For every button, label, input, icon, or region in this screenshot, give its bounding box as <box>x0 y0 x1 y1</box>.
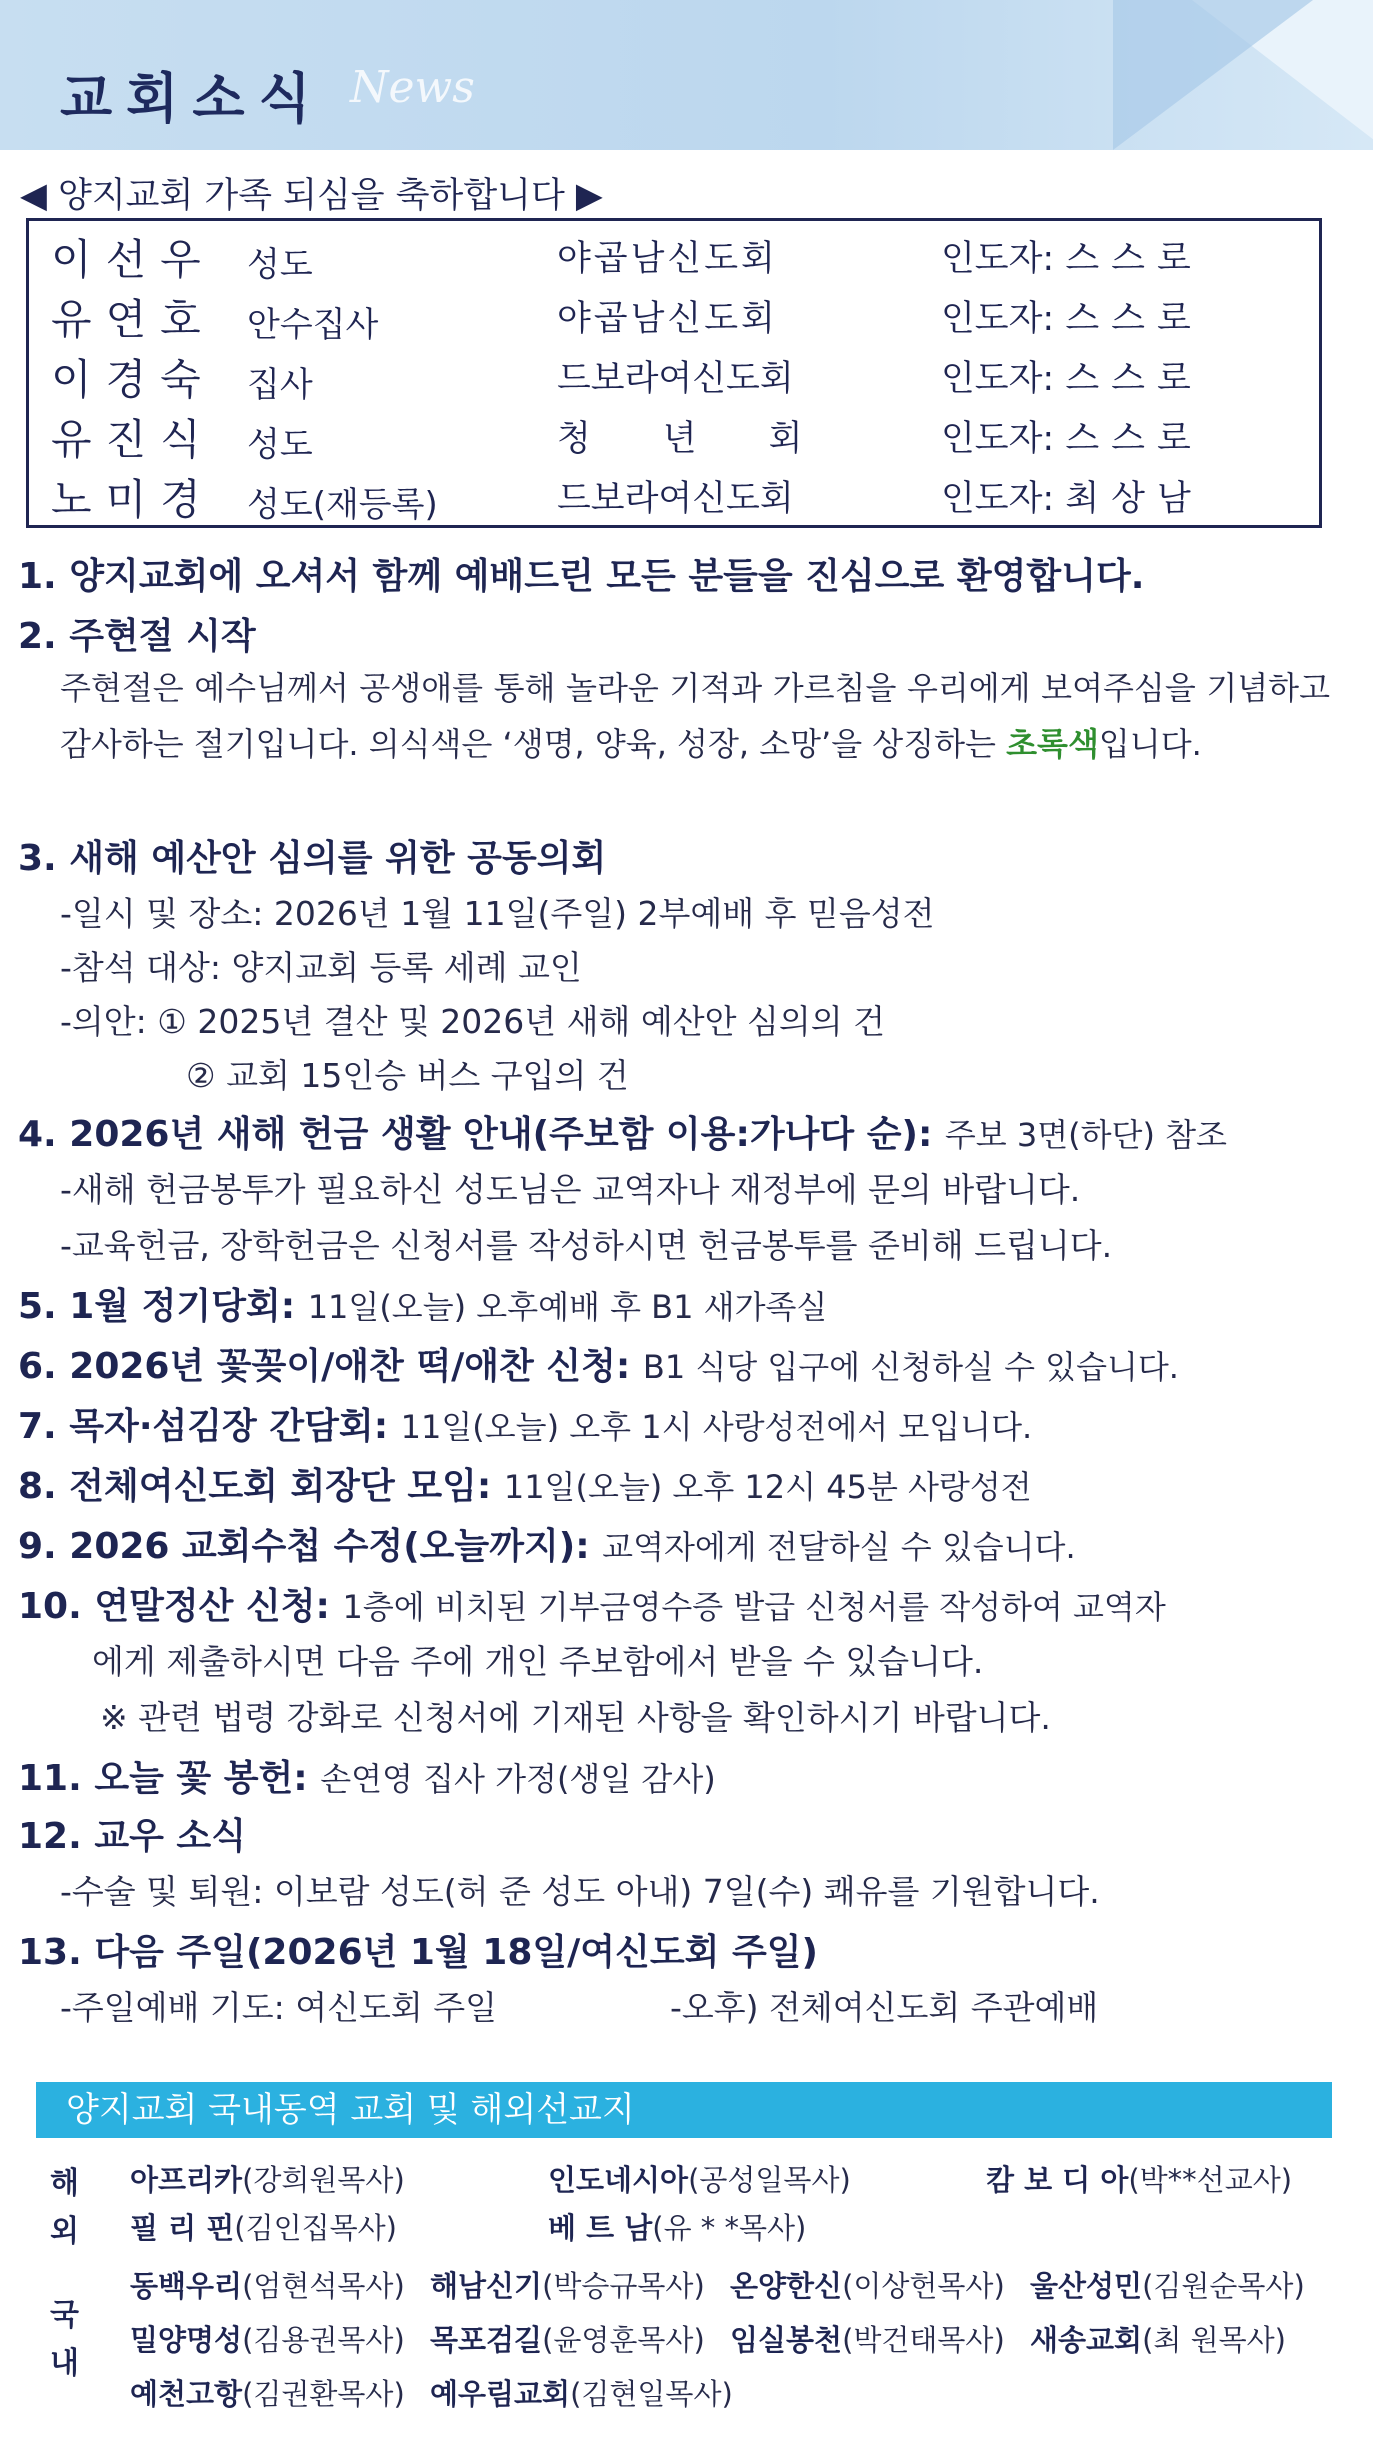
announcement-2-title: 2. 주현절 시작 <box>18 616 256 657</box>
announcement-2-body: 주현절은 예수님께서 공생애를 통해 놀라운 기적과 가르침을 우리에게 보여주심을 기념하고 감사하는 절기입니다. 의식색은 ‘생명, 양육, 성장, 소망’을 상징하는 초록색입니다. <box>60 669 1330 763</box>
domestic-label: 국 <box>50 2298 79 2333</box>
announcement-13-line: -주일예배 기도: 여신도회 주일 <box>60 1988 498 2027</box>
member-name: 이선우 <box>51 235 215 284</box>
member-guide: 인도자: 스스로 <box>941 239 1203 279</box>
member-title: 안수집사 <box>247 305 379 345</box>
mission-entry: 인도네시아(공성일목사) <box>548 2163 851 2197</box>
member-name: 유진식 <box>51 415 215 464</box>
new-member-row <box>29 403 1319 463</box>
mission-entry: 새송교회(최 원목사) <box>1030 2323 1286 2357</box>
announcement-7: 7. 목자·섬김장 간담회: 11일(오늘) 오후 1시 사랑성전에서 모입니다. <box>18 1406 1033 1447</box>
announcement-13-line: -오후) 전체여신도회 주관예배 <box>670 1988 1099 2027</box>
new-member-row <box>29 223 1319 283</box>
announcement-4-line: -새해 헌금봉투가 필요하신 성도님은 교역자나 재정부에 문의 바랍니다. <box>60 1170 1081 1209</box>
announcement-12-line: -수술 및 퇴원: 이보람 성도(허 준 성도 아내) 7일(수) 쾌유를 기원합니다. <box>60 1872 1100 1911</box>
announcement-12-title: 12. 교우 소식 <box>18 1816 246 1857</box>
announcement-3-line: ② 교회 15인승 버스 구입의 건 <box>186 1056 629 1095</box>
announcement-13-title: 13. 다음 주일(2026년 1월 18일/여신도회 주일) <box>18 1932 818 1973</box>
announcement-5: 5. 1월 정기당회: 11일(오늘) 오후예배 후 B1 새가족실 <box>18 1286 828 1327</box>
header-decoration <box>1113 0 1313 150</box>
page-subtitle: News <box>350 62 475 113</box>
announcement-3-line: -일시 및 장소: 2026년 1월 11일(주일) 2부예배 후 믿음성전 <box>60 894 935 933</box>
announcement-9: 9. 2026 교회수첩 수정(오늘까지): 교역자에게 전달하실 수 있습니다. <box>18 1526 1076 1567</box>
announcement-4-line: -교육헌금, 장학헌금은 신청서를 작성하시면 헌금봉투를 준비해 드립니다. <box>60 1226 1113 1265</box>
mission-entry: 밀양명성(김용권목사) <box>130 2323 405 2357</box>
announcement-10-title: 10. 연말정산 신청: 1층에 비치된 기부금영수증 발급 신청서를 작성하여 교역자 <box>18 1586 1166 1627</box>
mission-entry: 동백우리(엄현석목사) <box>130 2269 405 2303</box>
mission-entry: 베 트 남(유 * *목사) <box>548 2211 807 2245</box>
announcement-11: 11. 오늘 꽃 봉헌: 손연영 집사 가정(생일 감사) <box>18 1758 716 1799</box>
member-group: 드보라여신도회 <box>557 359 794 399</box>
announcement-3-line: -의안: ① 2025년 결산 및 2026년 새해 예산안 심의의 건 <box>60 1002 886 1041</box>
green-color-text: 초록색 <box>1006 725 1099 763</box>
announcement-1: 1. 양지교회에 오셔서 함께 예배드린 모든 분들을 진심으로 환영합니다. <box>18 556 1145 597</box>
mission-entry: 예우림교회(김현일목사) <box>430 2377 733 2411</box>
mission-entry: 임실봉천(박건태목사) <box>730 2323 1005 2357</box>
member-group: 드보라여신도회 <box>557 479 794 519</box>
mission-entry: 필 리 핀(김인집목사) <box>130 2211 397 2245</box>
page-title: 교회소식 <box>60 67 325 130</box>
mission-entry: 목포검길(윤영훈목사) <box>430 2323 705 2357</box>
member-guide: 인도자: 스스로 <box>941 419 1203 459</box>
announcement-8: 8. 전체여신도회 회장단 모임: 11일(오늘) 오후 12시 45분 사랑성전 <box>18 1466 1032 1507</box>
overseas-label: 해 <box>50 2166 79 2201</box>
missions-heading: 양지교회 국내동역 교회 및 해외선교지 <box>36 2082 1332 2138</box>
mission-entry: 예천고항(김권환목사) <box>130 2377 405 2411</box>
member-group: 야곱남신도회 <box>557 299 778 339</box>
member-title: 성도 <box>247 425 313 465</box>
announcement-3-title: 3. 새해 예산안 심의를 위한 공동의회 <box>18 838 607 879</box>
overseas-label: 외 <box>50 2214 79 2249</box>
member-title: 성도 <box>247 245 313 285</box>
member-group: 야곱남신도회 <box>557 239 778 279</box>
mission-entry: 캄 보 디 아(박**선교사) <box>986 2163 1293 2197</box>
member-title: 성도(재등록) <box>247 485 438 525</box>
member-guide: 인도자: 최상남 <box>941 479 1203 519</box>
member-group: 청년회 <box>557 419 875 459</box>
announcement-6: 6. 2026년 꽃꽂이/애찬 떡/애찬 신청: B1 식당 입구에 신청하실 수 있습니다. <box>18 1346 1179 1387</box>
member-guide: 인도자: 스스로 <box>941 299 1203 339</box>
announcement-10-line: 에게 제출하시면 다음 주에 개인 주보함에서 받을 수 있습니다. <box>92 1642 984 1681</box>
domestic-label: 내 <box>50 2346 79 2381</box>
member-title: 집사 <box>247 365 313 405</box>
announcement-4-title: 4. 2026년 새해 헌금 생활 안내(주보함 이용:가나다 순): 주보 3면(하단) 참조 <box>18 1114 1227 1155</box>
mission-entry: 해남신기(박승규목사) <box>430 2269 705 2303</box>
member-guide: 인도자: 스스로 <box>941 359 1203 399</box>
welcome-heading: ◀ 양지교회 가족 되심을 축하합니다 ▶ <box>20 176 603 216</box>
mission-entry: 온양한신(이상헌목사) <box>730 2269 1005 2303</box>
member-name: 이경숙 <box>51 355 215 404</box>
mission-entry: 울산성민(김원순목사) <box>1030 2269 1305 2303</box>
new-member-row <box>29 343 1319 403</box>
mission-entry: 아프리카(강희원목사) <box>130 2163 405 2197</box>
announcement-10-note: ※ 관련 법령 강화로 신청서에 기재된 사항을 확인하시기 바랍니다. <box>100 1698 1051 1737</box>
new-member-row <box>29 463 1319 523</box>
news-header <box>0 0 1373 150</box>
member-name: 유연호 <box>51 295 215 344</box>
new-members-box <box>26 218 1322 528</box>
new-member-row <box>29 283 1319 343</box>
announcement-3-line: -참석 대상: 양지교회 등록 세례 교인 <box>60 948 582 987</box>
member-name: 노미경 <box>51 475 215 524</box>
